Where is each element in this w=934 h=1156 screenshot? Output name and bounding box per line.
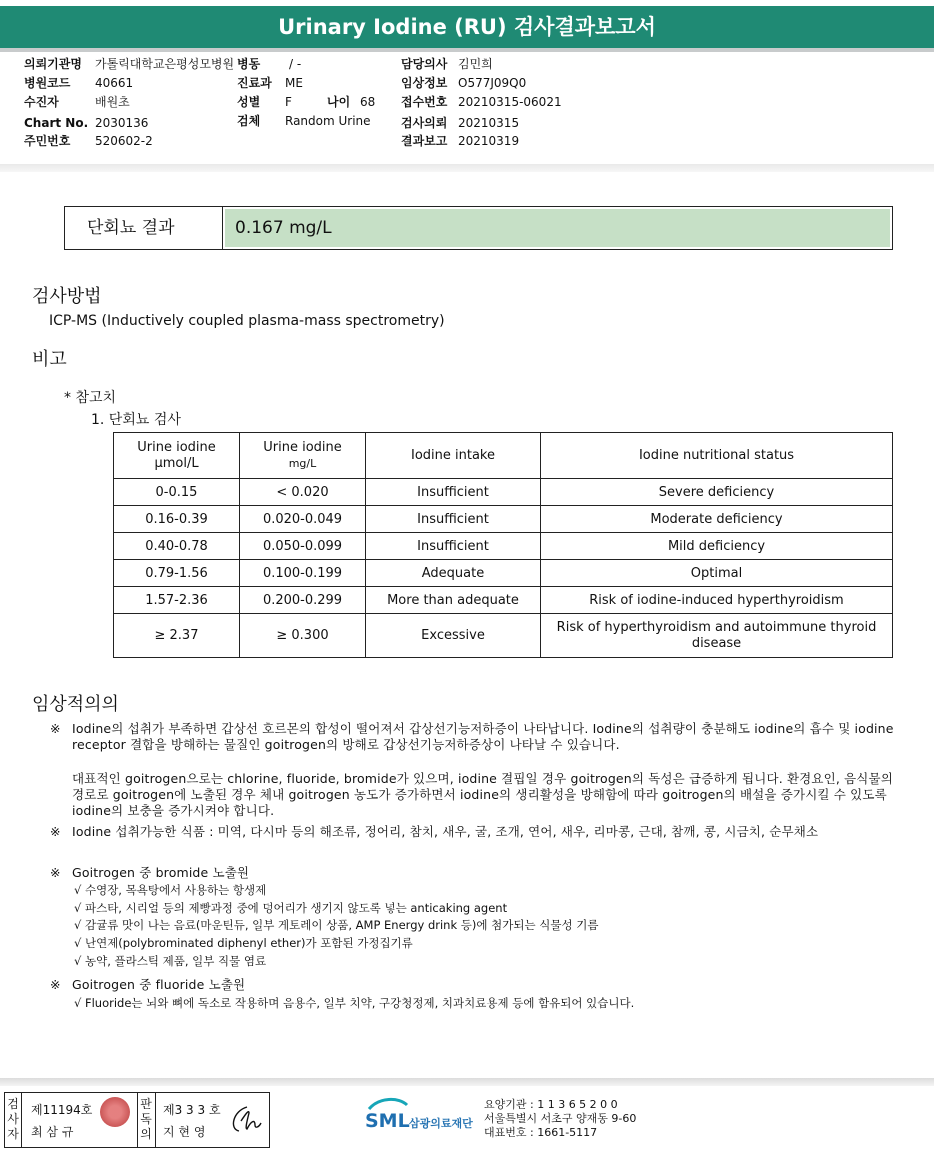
institution-code: 요양기관 : 1 1 3 6 5 2 0 0 <box>484 1098 618 1111</box>
examiner-label: 검사자 <box>7 1097 19 1141</box>
clinical-paragraph-3: ※ Iodine 섭취가능한 식품 : 미역, 다시마 등의 해조류, 정어리, 참치, 새우, 굴, 조개, 연어, 새우, 리마콩, 근대, 참깨, 콩, 시금치, 순무채소 <box>50 824 819 839</box>
cell: 0.79-1.56 <box>114 560 240 587</box>
result-value: 0.167 mg/L <box>225 209 890 247</box>
label-doctor: 담당의사 <box>401 57 448 71</box>
cell: 0.100-0.199 <box>240 560 366 587</box>
value-specimen: Random Urine <box>285 114 371 128</box>
examiner-license: 제11194호 <box>31 1103 93 1117</box>
label-department: 진료과 <box>237 76 272 90</box>
cell: 0.200-0.299 <box>240 587 366 614</box>
value-age: 68 <box>360 95 376 109</box>
svg-text:삼광의료재단: 삼광의료재단 <box>409 1117 473 1130</box>
label-request-date: 검사의뢰 <box>401 116 448 130</box>
note-mark: ※ <box>50 865 61 880</box>
cell: Severe deficiency <box>541 479 893 506</box>
value-department: ME <box>285 76 303 90</box>
cell: 0-0.15 <box>114 479 240 506</box>
svg-text:SML: SML <box>365 1110 410 1132</box>
bromide-title: ※ Goitrogen 중 bromide 노출원 <box>50 865 250 880</box>
bromide-item: √ 파스타, 시리얼 등의 제빵과정 중에 덩어리가 생기지 않도록 넣는 anticaking agent <box>74 901 508 915</box>
value-request-date: 20210315 <box>458 116 520 130</box>
signature-icon <box>227 1103 263 1137</box>
label-sex: 성별 <box>237 95 261 109</box>
note-mark: ※ <box>50 721 61 736</box>
note-mark: ※ <box>50 977 61 992</box>
label-chart-no: Chart No. <box>24 116 89 130</box>
value-report-date: 20210319 <box>458 134 520 148</box>
header-intake: Iodine intake <box>366 433 541 479</box>
cell: ≥ 2.37 <box>114 614 240 658</box>
cell: Optimal <box>541 560 893 587</box>
bromide-item: √ 감귤류 맛이 나는 음료(마운틴듀, 일부 게토레이 상품, AMP Energy drink 등)에 첨가되는 식물성 기름 <box>74 918 599 932</box>
cell: Excessive <box>366 614 541 658</box>
value-hospital-code: 40661 <box>95 76 134 90</box>
cell: < 0.020 <box>240 479 366 506</box>
bromide-item: √ 난연제(polybrominated diphenyl ether)가 포함된 가정집기류 <box>74 936 413 950</box>
header-status: Iodine nutritional status <box>541 433 893 479</box>
value-receipt-no: 20210315-06021 <box>458 95 562 109</box>
method-text: ICP-MS (Inductively coupled plasma-mass spectrometry) <box>49 313 445 329</box>
value-chart-no: 2030136 <box>95 116 149 130</box>
table-row <box>114 560 893 587</box>
cell: ≥ 0.300 <box>240 614 366 658</box>
cell: 1.57-2.36 <box>114 587 240 614</box>
label-ward: 병동 <box>237 57 261 71</box>
label-specimen: 검체 <box>237 114 261 128</box>
value-resident-no: 520602-2 <box>95 134 153 148</box>
title-underline <box>0 48 934 52</box>
table-row <box>114 614 893 658</box>
table-row <box>114 479 893 506</box>
cell: 0.020-0.049 <box>240 506 366 533</box>
header-umol: Urine iodine μmol/L <box>114 433 240 479</box>
table-row <box>114 587 893 614</box>
cell: 0.40-0.78 <box>114 533 240 560</box>
reference-title: * 참고치 <box>64 390 117 406</box>
table-row <box>114 506 893 533</box>
fluoride-title: ※ Goitrogen 중 fluoride 노출원 <box>50 977 246 992</box>
institution-phone: 대표번호 : 1661-5117 <box>484 1126 598 1139</box>
fluoride-item: √ Fluoride는 뇌와 뼈에 독소로 작용하며 음용수, 일부 치약, 구강청정제, 치과치료용제 등에 함유되어 있습니다. <box>74 996 635 1010</box>
cell: Risk of hyperthyroidism and autoimmune thyroid disease <box>541 614 893 658</box>
label-age: 나이 <box>327 95 351 109</box>
table-header-row <box>114 433 893 479</box>
signature-box <box>4 1092 270 1148</box>
label-patient: 수진자 <box>24 95 59 109</box>
reader-license: 제3 3 3 호 <box>163 1103 221 1117</box>
examiner-name: 최 삼 규 <box>31 1125 74 1139</box>
result-label: 단회뇨 결과 <box>65 207 223 249</box>
cell: Mild deficiency <box>541 533 893 560</box>
value-institution: 가톨릭대학교은평성모병원 <box>95 57 235 71</box>
footer-separator <box>0 1078 934 1086</box>
label-report-date: 결과보고 <box>401 134 448 148</box>
label-receipt-no: 접수번호 <box>401 95 448 109</box>
cell: Insufficient <box>366 479 541 506</box>
reference-table <box>113 432 893 658</box>
bromide-item: √ 농약, 플라스틱 제품, 일부 직물 염료 <box>74 954 267 968</box>
value-sex: F <box>285 95 292 109</box>
result-box <box>64 206 893 250</box>
sml-logo <box>365 1097 480 1141</box>
header-separator <box>0 164 934 172</box>
value-doctor: 김민희 <box>458 57 493 71</box>
value-ward: / - <box>289 57 302 71</box>
cell: More than adequate <box>366 587 541 614</box>
seal-icon <box>100 1097 130 1127</box>
value-clinical-info: O577J09Q0 <box>458 76 527 90</box>
value-patient: 배원초 <box>95 95 130 109</box>
sml-logo-icon <box>365 1097 480 1137</box>
cell: Insufficient <box>366 533 541 560</box>
clinical-heading: 임상적의의 <box>32 694 119 715</box>
table-row <box>114 533 893 560</box>
reference-item-1: 1. 단회뇨 검사 <box>91 412 181 428</box>
clinical-paragraph-1: ※ Iodine의 섭취가 부족하면 갑상선 호르몬의 합성이 떨어져서 갑상선기능저하증이 나타납니다. Iodine의 섭취량이 충분해도 iodine의 흡수 및 iodine receptor 결합을 방해하는 물질인 goitrogen의 방해로 갑상선기능저하증상이 나타날 수 있습니다. <box>50 721 894 752</box>
label-hospital-code: 병원코드 <box>24 76 71 90</box>
bromide-item: √ 수영장, 목욕탕에서 사용하는 항생제 <box>74 883 267 897</box>
cell: 0.050-0.099 <box>240 533 366 560</box>
note-mark: ※ <box>50 824 61 839</box>
cell: Risk of iodine-induced hyperthyroidism <box>541 587 893 614</box>
report-title: Urinary Iodine (RU) 검사결과보고서 <box>0 6 934 48</box>
remarks-heading: 비고 <box>32 349 67 370</box>
method-heading: 검사방법 <box>32 286 102 307</box>
clinical-paragraph-2: 대표적인 goitrogen으로는 chlorine, fluoride, bromide가 있으며, iodine 결핍일 경우 goitrogen의 독성은 급증하게 됩니다. 환경요인, 음식물의 경로로 goitrogen에 노출된 경우 체내 goitrogen 농도가 증가하면서 iodine의 생리활성을 방해함에 따라 goitrogen의 배설을 증가시킬 수 있도록 iodine의 보충을 증가시켜야 합니다. <box>72 771 893 818</box>
cell: 0.16-0.39 <box>114 506 240 533</box>
cell: Moderate deficiency <box>541 506 893 533</box>
label-clinical-info: 임상정보 <box>401 76 448 90</box>
reader-label: 판독의 <box>140 1097 152 1141</box>
label-institution: 의뢰기관명 <box>24 57 82 71</box>
institution-info <box>484 1098 636 1140</box>
header-mg: Urine iodine mg/L <box>240 433 366 479</box>
cell: Insufficient <box>366 506 541 533</box>
cell: Adequate <box>366 560 541 587</box>
label-resident-no: 주민번호 <box>24 134 71 148</box>
reader-name: 지 현 영 <box>163 1125 206 1139</box>
institution-address: 서울특별시 서초구 양재동 9-60 <box>484 1112 637 1125</box>
